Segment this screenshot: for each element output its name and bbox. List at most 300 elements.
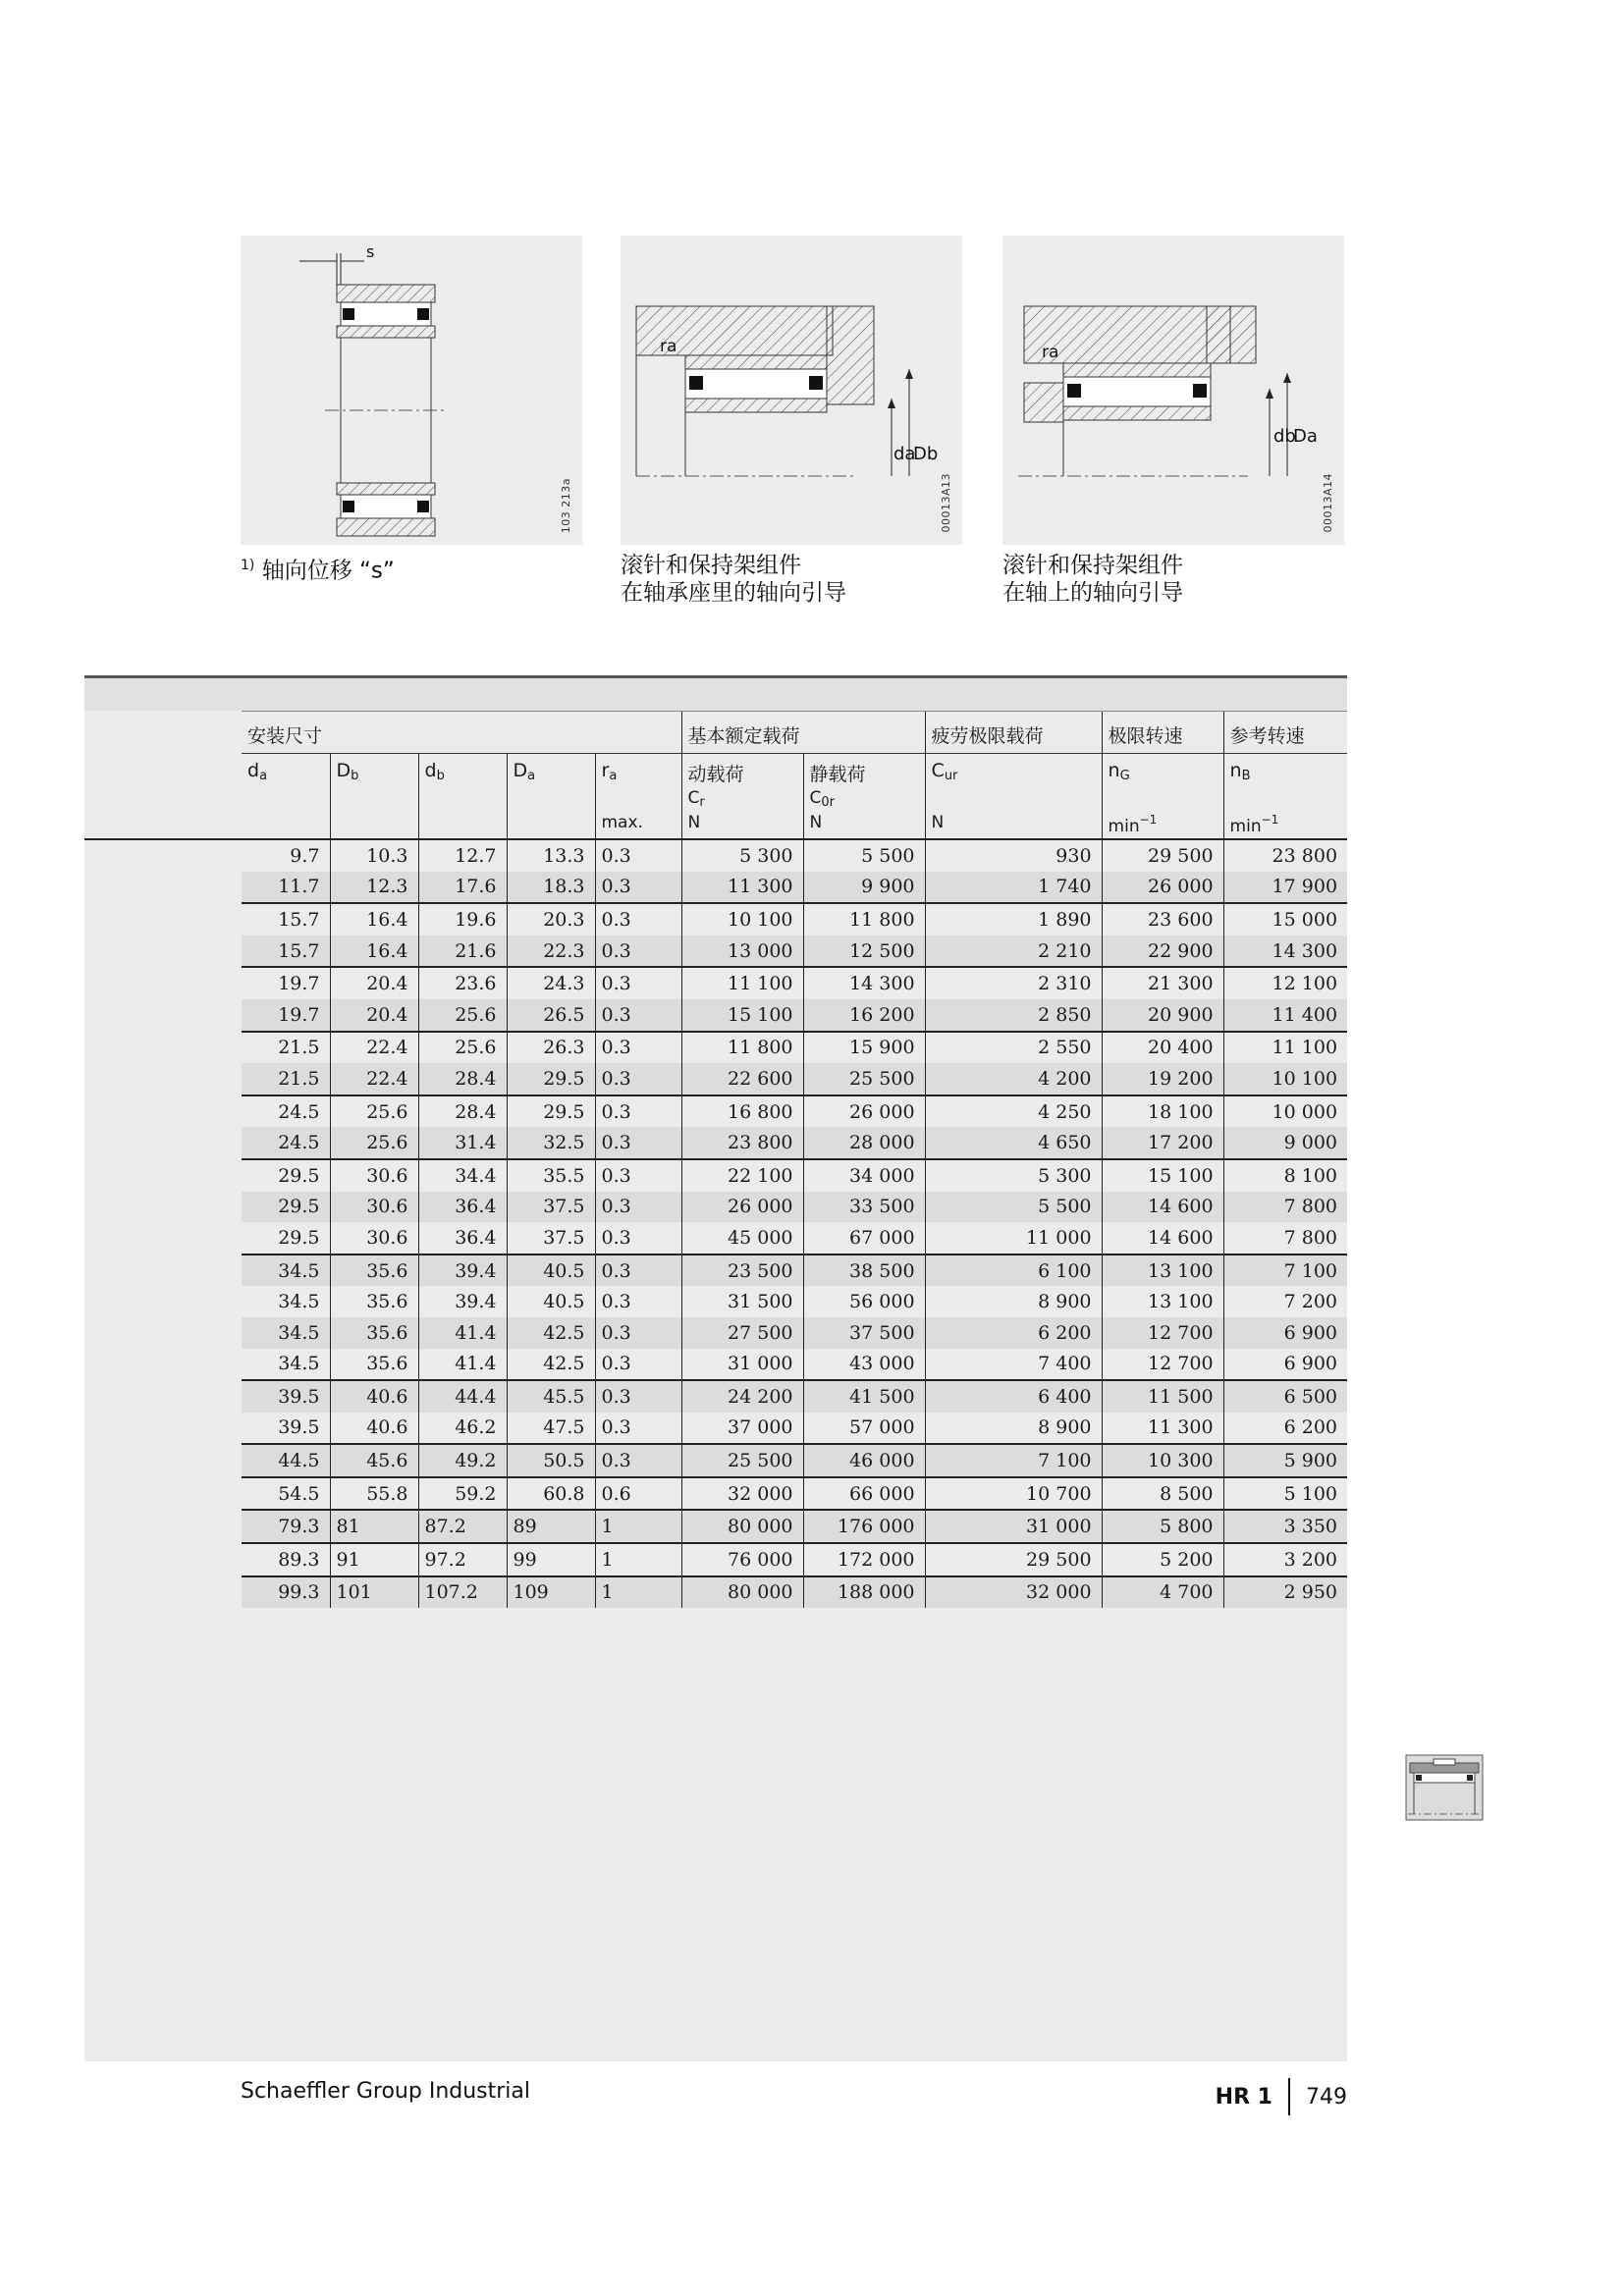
cell-db: 21.6 [418,935,507,968]
table-row [84,839,1347,872]
cell-Db: 30.6 [330,1192,418,1223]
cell-nB: 7 200 [1223,1286,1347,1317]
needle-bearing-thumb-icon [1404,1753,1489,1824]
cell-Cr: 16 800 [681,1095,803,1128]
cell-nG: 10 300 [1102,1444,1223,1477]
table-row [84,1576,1347,1609]
cell-da: 21.5 [242,1063,330,1095]
cell-Da: 22.3 [507,935,595,968]
cell-Da: 32.5 [507,1127,595,1159]
cell-Cr: 37 000 [681,1413,803,1445]
unit-nG: $\min^{-1}$ [1102,811,1223,839]
cell-Db: 35.6 [330,1255,418,1287]
footer-page-info [1216,2077,1347,2116]
cell-db: 23.6 [418,967,507,999]
table-row [84,872,1347,904]
cell-Da: 37.5 [507,1192,595,1223]
cell-Cur: 4 200 [925,1063,1102,1095]
cell-C0r: 57 000 [803,1413,925,1445]
cell-ra: 1 [595,1543,681,1576]
cell-Cur: 31 000 [925,1510,1102,1543]
cell-ra: 1 [595,1576,681,1609]
cell-nG: 14 600 [1102,1192,1223,1223]
cell-da: 34.5 [242,1255,330,1287]
cell-Cur: 29 500 [925,1543,1102,1576]
cell-db: 17.6 [418,872,507,904]
cell-nB: 3 200 [1223,1543,1347,1576]
cell-da: 34.5 [242,1317,330,1349]
cell-Cur: 1 740 [925,872,1102,904]
cell-Cur: 6 100 [925,1255,1102,1287]
cell-db: 36.4 [418,1222,507,1255]
cell-nB: 15 000 [1223,903,1347,935]
cell-Da: 37.5 [507,1222,595,1255]
cell-C0r: 176 000 [803,1510,925,1543]
cell-nB: 7 800 [1223,1192,1347,1223]
cell-nB: 7 100 [1223,1255,1347,1287]
cell-Db: 35.6 [330,1349,418,1381]
cell-nG: 18 100 [1102,1095,1223,1128]
cell-db: 46.2 [418,1413,507,1445]
cell-nB: 10 000 [1223,1095,1347,1128]
cell-Db: 35.6 [330,1317,418,1349]
cell-C0r: 67 000 [803,1222,925,1255]
cell-Db: 22.4 [330,1063,418,1095]
housing-guidance-drawing [621,236,962,545]
header-row-groups [84,712,1347,754]
cell-Cr: 76 000 [681,1543,803,1576]
cell-nB: 2 950 [1223,1576,1347,1609]
header-nB: $n_B$ [1223,754,1347,812]
label-da: da [893,444,916,464]
cell-Db: 10.3 [330,839,418,872]
label-ra: ra [1042,343,1059,362]
cell-Cr: 25 500 [681,1444,803,1477]
cell-Da: 20.3 [507,903,595,935]
cell-Cur: 6 200 [925,1317,1102,1349]
figure-code: 00013A14 [1322,473,1334,533]
cell-C0r: 172 000 [803,1543,925,1576]
cell-ra: 0.3 [595,1380,681,1413]
caption-line: 在轴承座里的轴向引导 [621,580,846,606]
header-row-symbols [84,754,1347,812]
cell-Db: 91 [330,1543,418,1576]
cell-Cur: 4 650 [925,1127,1102,1159]
label-ra: ra [660,337,677,356]
cell-nG: 13 100 [1102,1286,1223,1317]
cell-da: 24.5 [242,1095,330,1128]
cell-db: 12.7 [418,839,507,872]
cell-nG: 17 200 [1102,1127,1223,1159]
cell-Cur: 5 500 [925,1192,1102,1223]
cell-Cr: 32 000 [681,1477,803,1511]
cell-Cur: 8 900 [925,1286,1102,1317]
cell-ra: 0.3 [595,839,681,872]
cell-Cur: 10 700 [925,1477,1102,1511]
cell-db: 41.4 [418,1317,507,1349]
cell-Cur: 2 550 [925,1032,1102,1064]
cell-nG: 21 300 [1102,967,1223,999]
figure-axial-displacement [241,236,582,545]
cell-C0r: 188 000 [803,1576,925,1609]
cell-ra: 0.3 [595,1095,681,1128]
cell-db: 28.4 [418,1095,507,1128]
cell-ra: 0.3 [595,1032,681,1064]
cell-nG: 11 300 [1102,1413,1223,1445]
cell-db: 87.2 [418,1510,507,1543]
cell-db: 34.4 [418,1159,507,1192]
cell-ra: 0.3 [595,1127,681,1159]
cell-Cur: 1 890 [925,903,1102,935]
table-row [84,1444,1347,1477]
cell-nG: 12 700 [1102,1349,1223,1381]
cell-da: 19.7 [242,967,330,999]
cell-ra: 0.3 [595,935,681,968]
cell-nG: 5 800 [1102,1510,1223,1543]
table-top-band [84,675,1347,714]
cell-da: 29.5 [278,1226,320,1249]
cell-Cr: 11 300 [681,872,803,904]
cell-ra: 0.3 [595,1063,681,1095]
table-row [84,1222,1347,1255]
header-fatigue-limit-load: 疲劳极限载荷 [925,712,1102,754]
cell-ra: 0.3 [595,999,681,1032]
caption-line: 滚针和保持架组件 [1002,553,1183,578]
cell-C0r: 5 500 [803,839,925,872]
cell-Da: 35.5 [507,1159,595,1192]
cell-Da: 29.5 [507,1063,595,1095]
cell-C0r: 56 000 [803,1286,925,1317]
cell-da: 39.5 [278,1416,320,1439]
label-s: s [366,242,375,261]
cell-C0r: 16 200 [803,999,925,1032]
table-row [84,1543,1347,1576]
cell-C0r: 25 500 [803,1063,925,1095]
cell-Cr: 10 100 [681,903,803,935]
cell-Cur: 7 400 [925,1349,1102,1381]
cell-Cr: 15 100 [681,999,803,1032]
cell-Db: 20.4 [330,999,418,1032]
cell-Da: 60.8 [507,1477,595,1511]
cell-nB: 3 350 [1223,1510,1347,1543]
cell-da: 34.5 [278,1353,320,1375]
cell-C0r: 41 500 [803,1380,925,1413]
header-limiting-speed: 极限转速 [1102,712,1223,754]
cell-Da: 42.5 [507,1317,595,1349]
table-row [84,935,1347,968]
cell-C0r: 15 900 [803,1032,925,1064]
cell-nG: 23 600 [1102,903,1223,935]
cell-Db: 25.6 [330,1127,418,1159]
cell-Cur: 4 250 [925,1095,1102,1128]
header-nG: $n_G$ [1102,754,1223,812]
cell-Cr: 31 500 [681,1286,803,1317]
cell-nG: 13 100 [1102,1255,1223,1287]
cell-da: 89.3 [242,1543,330,1576]
cell-Db: 101 [330,1576,418,1609]
cell-da: 39.5 [242,1380,330,1413]
table-row [84,1063,1347,1095]
caption-axial-displacement [241,552,395,585]
cell-Da: 29.5 [507,1095,595,1128]
cell-db: 36.4 [418,1192,507,1223]
caption-shaft-guidance [1002,552,1183,607]
cell-db: 19.6 [418,903,507,935]
unit-Cr: N [681,811,803,839]
header-ra: $r_a$ [595,754,681,812]
cell-Da: 18.3 [507,872,595,904]
cell-C0r: 26 000 [803,1095,925,1128]
table-row [84,1127,1347,1159]
cell-Cr: 24 200 [681,1380,803,1413]
header-mounting-dimensions: 安装尺寸 [242,712,681,754]
cell-Db: 16.4 [330,935,418,968]
cell-da: 21.5 [242,1032,330,1064]
cell-nB: 7 800 [1223,1222,1347,1255]
cell-ra: 0.3 [595,1413,681,1445]
footer-page-number: 749 [1306,2084,1347,2109]
caption-line: 轴向位移 “s” [261,558,395,584]
cell-da: 15.7 [242,903,330,935]
table-row [84,1095,1347,1128]
cell-ra: 0.3 [595,967,681,999]
cell-Cur: 32 000 [925,1576,1102,1609]
cell-Cr: 5 300 [681,839,803,872]
cell-Cur: 2 210 [925,935,1102,968]
footer-company: Schaeffler Group Industrial [241,2079,531,2104]
cell-Da: 50.5 [507,1444,595,1477]
table-row [84,1032,1347,1064]
cell-Da: 47.5 [507,1413,595,1445]
table-row [84,1349,1347,1381]
cell-C0r: 37 500 [803,1317,925,1349]
cell-Db: 20.4 [330,967,418,999]
cell-db: 39.4 [418,1255,507,1287]
cell-Db: 45.6 [330,1444,418,1477]
header-row-units [84,811,1347,839]
table-row [84,1317,1347,1349]
table-row [84,1510,1347,1543]
label-Db: Db [913,444,939,464]
cell-db: 28.4 [418,1063,507,1095]
cell-db: 25.6 [418,999,507,1032]
table-row [84,1380,1347,1413]
table-row [84,967,1347,999]
cell-Cr: 22 100 [681,1159,803,1192]
cell-Cur: 5 300 [925,1159,1102,1192]
cell-nB: 5 900 [1223,1444,1347,1477]
cell-Cr: 80 000 [681,1576,803,1609]
cell-da: 79.3 [242,1510,330,1543]
cell-Cur: 11 000 [925,1222,1102,1255]
header-db: $d_b$ [418,754,507,812]
cell-Db: 40.6 [330,1380,418,1413]
figure-housing-guidance [621,236,962,545]
cell-nG: 15 100 [1102,1159,1223,1192]
cell-nG: 14 600 [1102,1222,1223,1255]
cell-Da: 89 [507,1510,595,1543]
cell-nB: 23 800 [1223,839,1347,872]
cell-nB: 6 200 [1223,1413,1347,1445]
cell-C0r: 12 500 [803,935,925,968]
cell-Db: 40.6 [330,1413,418,1445]
cell-Cr: 22 600 [681,1063,803,1095]
header-basic-load-ratings: 基本额定载荷 [681,712,925,754]
cell-da: 54.5 [242,1477,330,1511]
cell-db: 41.4 [418,1349,507,1381]
cell-da: 11.7 [242,872,330,904]
cell-da: 15.7 [242,935,330,968]
unit-ra: max. [595,811,681,839]
cell-nB: 8 100 [1223,1159,1347,1192]
header-Da: $D_a$ [507,754,595,812]
cell-nB: 17 900 [1223,872,1347,904]
cell-Db: 22.4 [330,1032,418,1064]
cell-ra: 0.3 [595,1222,681,1255]
cell-ra: 0.3 [595,1255,681,1287]
cell-Cur: 2 850 [925,999,1102,1032]
cell-Db: 35.6 [330,1286,418,1317]
cell-C0r: 66 000 [803,1477,925,1511]
table-row [84,1286,1347,1317]
table-row [84,1477,1347,1511]
cell-da: 19.7 [242,999,330,1032]
cell-nB: 11 400 [1223,999,1347,1032]
footnote-marker: 1) [241,558,255,573]
figure-code: 103 213a [560,477,572,533]
cell-ra: 0.3 [595,903,681,935]
cell-Db: 12.3 [330,872,418,904]
cell-nG: 8 500 [1102,1477,1223,1511]
cell-da: 29.5 [242,1159,330,1192]
cell-nG: 26 000 [1102,872,1223,904]
cell-Da: 24.3 [507,967,595,999]
cell-Cr: 26 000 [681,1192,803,1223]
header-static-C0r: 静载荷 $C_{0r}$ [803,754,925,812]
cell-Db: 16.4 [330,903,418,935]
cell-nG: 4 700 [1102,1576,1223,1609]
cell-ra: 0.3 [595,1349,681,1381]
cell-C0r: 38 500 [803,1255,925,1287]
unit-Cur: N [925,811,1102,839]
cell-da: 29.5 [242,1192,330,1223]
cell-db: 31.4 [418,1127,507,1159]
cell-Cur: 7 100 [925,1444,1102,1477]
cell-Cr: 13 000 [681,935,803,968]
cell-Cr: 23 500 [681,1255,803,1287]
cell-db: 107.2 [418,1576,507,1609]
cell-Cr: 27 500 [681,1317,803,1349]
cell-C0r: 11 800 [803,903,925,935]
table-row [84,1192,1347,1223]
cell-da: 34.5 [278,1291,320,1313]
header-Cur: $C_{ur}$ [925,754,1102,812]
caption-housing-guidance [621,552,846,607]
footer-series: HR 1 [1215,2084,1272,2109]
cell-Db: 81 [330,1510,418,1543]
cell-C0r: 43 000 [803,1349,925,1381]
cell-Da: 26.3 [507,1032,595,1064]
cell-Cur: 6 400 [925,1380,1102,1413]
cell-nG: 29 500 [1102,839,1223,872]
cell-nB: 12 100 [1223,967,1347,999]
cell-nB: 6 500 [1223,1380,1347,1413]
table-row [84,1255,1347,1287]
cell-da: 24.5 [242,1127,330,1159]
unit-C0r: N [803,811,925,839]
cell-C0r: 28 000 [803,1127,925,1159]
cell-nB: 6 900 [1223,1317,1347,1349]
cell-Db: 25.6 [330,1095,418,1128]
cell-Cr: 31 000 [681,1349,803,1381]
cell-ra: 0.3 [595,1286,681,1317]
table-row [84,1413,1347,1445]
caption-line: 滚针和保持架组件 [621,553,801,578]
cell-nB: 5 100 [1223,1477,1347,1511]
cell-Db: 30.6 [330,1159,418,1192]
cell-nB: 14 300 [1223,935,1347,968]
mounting-dimensions-table [84,711,1347,1608]
cell-Cur: 2 310 [925,967,1102,999]
cell-Da: 13.3 [507,839,595,872]
cell-da: 44.5 [242,1444,330,1477]
label-Da: Da [1293,426,1318,447]
cell-Db: 30.6 [330,1222,418,1255]
bearing-section-drawing [241,236,582,545]
cell-Da: 109 [507,1576,595,1609]
header-da: $d_a$ [242,754,330,812]
cell-db: 59.2 [418,1477,507,1511]
figure-code: 00013A13 [940,473,952,533]
table-body [84,839,1347,1608]
cell-C0r: 33 500 [803,1192,925,1223]
cell-nB: 6 900 [1223,1349,1347,1381]
figure-shaft-guidance [1002,236,1344,545]
cell-ra: 1 [595,1510,681,1543]
cell-C0r: 14 300 [803,967,925,999]
cell-nG: 19 200 [1102,1063,1223,1095]
cell-Cr: 11 100 [681,967,803,999]
cell-Da: 26.5 [507,999,595,1032]
cell-nG: 5 200 [1102,1543,1223,1576]
cell-Cr: 80 000 [681,1510,803,1543]
unit-nB: $\min^{-1}$ [1223,811,1347,839]
cell-Da: 99 [507,1543,595,1576]
cell-da: 99.3 [242,1576,330,1609]
header-dynamic-Cr: 动载荷 $C_r$ [681,754,803,812]
cell-Da: 45.5 [507,1380,595,1413]
cell-nG: 20 400 [1102,1032,1223,1064]
cell-db: 44.4 [418,1380,507,1413]
cell-Cr: 45 000 [681,1222,803,1255]
header-reference-speed: 参考转速 [1223,712,1347,754]
cell-db: 97.2 [418,1543,507,1576]
cell-Da: 40.5 [507,1255,595,1287]
cell-nB: 10 100 [1223,1063,1347,1095]
cell-db: 39.4 [418,1286,507,1317]
cell-C0r: 9 900 [803,872,925,904]
cell-C0r: 46 000 [803,1444,925,1477]
cell-Cur: 8 900 [925,1413,1102,1445]
table-row [84,1159,1347,1192]
cell-nG: 22 900 [1102,935,1223,968]
cell-nB: 9 000 [1223,1127,1347,1159]
cell-db: 25.6 [418,1032,507,1064]
caption-line: 在轴上的轴向引导 [1002,580,1183,606]
cell-ra: 0.3 [595,1317,681,1349]
cell-ra: 0.3 [595,1444,681,1477]
cell-db: 49.2 [418,1444,507,1477]
